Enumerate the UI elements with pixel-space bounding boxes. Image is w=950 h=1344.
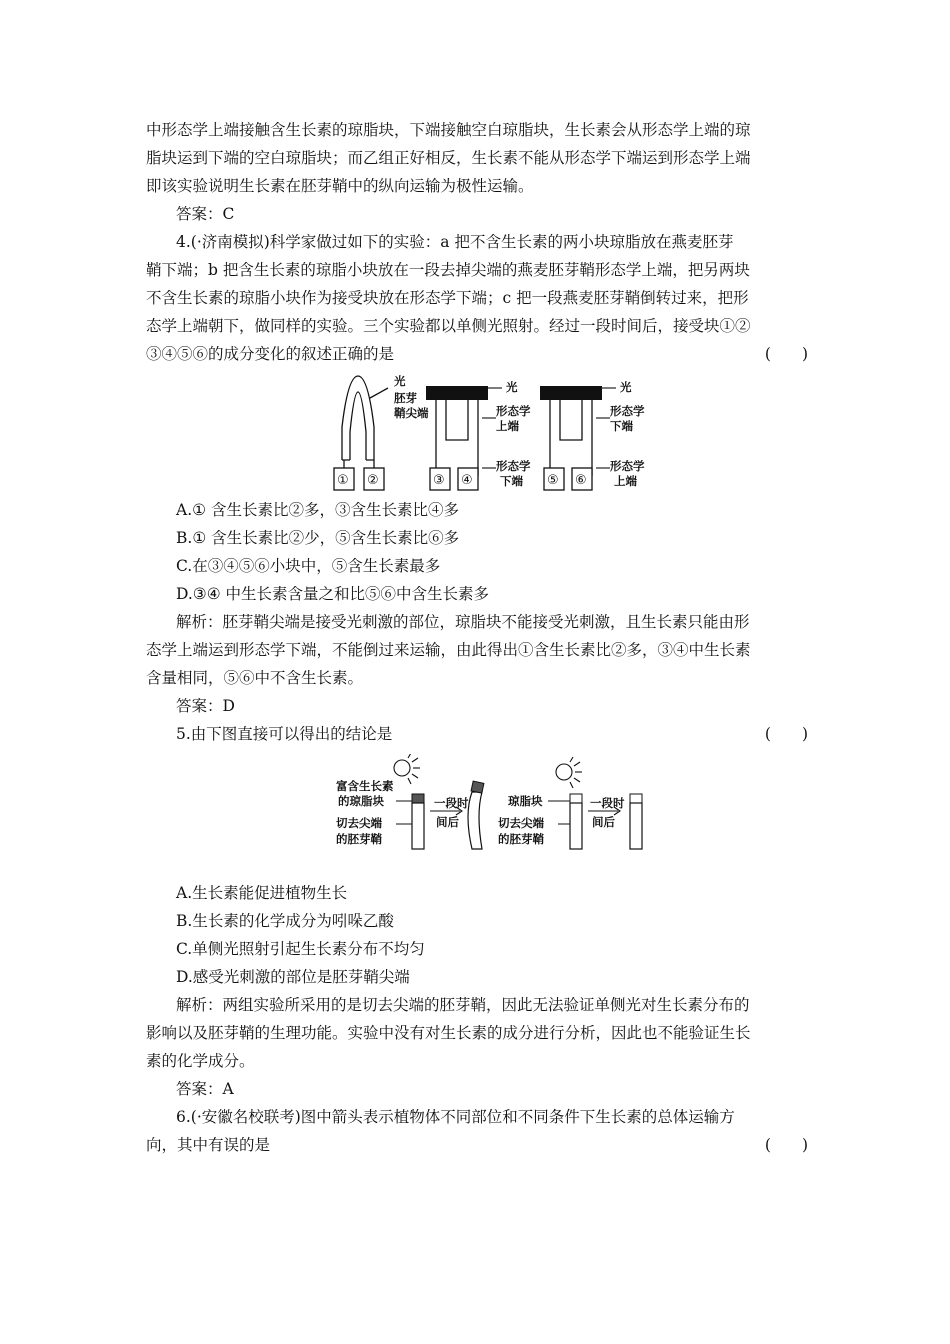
svg-text:的胚芽鞘: 的胚芽鞘 [498, 832, 544, 846]
svg-text:形态学: 形态学 [610, 459, 645, 473]
svg-text:形态学: 形态学 [610, 404, 645, 418]
text-line: 中形态学上端接触含生长素的琼脂块，下端接触空白琼脂块，生长素会从形态学上端的琼 [146, 121, 751, 139]
svg-text:切去尖端: 切去尖端 [498, 816, 544, 830]
figure-growth-experiment [332, 754, 652, 854]
coleoptile-tip-drawing [342, 376, 388, 460]
option-d: D.感受光刺激的部位是胚芽鞘尖端 [176, 968, 410, 986]
setup-b-drawing [426, 386, 502, 490]
svg-text:②: ② [367, 473, 379, 488]
block-4-label: ④ [461, 473, 473, 488]
answer-bracket: ( ) [764, 345, 808, 363]
text-line: 态学上端朝下，做同样的实验。三个实验都以单侧光照射。经过一段时间后，接受块①② [146, 317, 751, 335]
svg-text:一段时: 一段时 [434, 796, 469, 810]
answer-bracket: ( ) [764, 1136, 808, 1154]
svg-text:形态学: 形态学 [496, 404, 531, 418]
answer-line: 答案：D [176, 697, 235, 715]
svg-text:形态学: 形态学 [496, 459, 531, 473]
option-b: B.① 含生长素比②少，⑤含生长素比⑥多 [176, 529, 460, 547]
svg-text:富含生长素: 富含生长素 [336, 779, 394, 793]
block-3-label: ③ [433, 473, 445, 488]
text-line: 态学上端运到形态学下端，不能倒过来运输，由此得出①含生长素比②多，③④中生长素 [146, 641, 751, 659]
option-b: B.生长素的化学成分为吲哚乙酸 [176, 912, 394, 930]
analysis-line: 解析：两组实验所采用的是切去尖端的胚芽鞘，因此无法验证单侧光对生长素分布的 [176, 996, 750, 1014]
svg-text:切去尖端: 切去尖端 [336, 816, 382, 830]
question-line: 4.(·济南模拟)科学家做过如下的实验：a 把不含生长素的两小块琼脂放在燕麦胚芽 [176, 233, 734, 251]
question-line: 6.(·安徽名校联考)图中箭头表示植物体不同部位和不同条件下生长素的总体运输方 [176, 1108, 735, 1126]
text-line: 脂块运到下端的空白琼脂块；而乙组正好相反，生长素不能从形态学下端运到形态学上端 [146, 149, 751, 167]
text-line: 向，其中有误的是 [146, 1136, 271, 1154]
svg-text:鞘尖端: 鞘尖端 [394, 406, 429, 420]
svg-text:上端: 上端 [496, 419, 519, 433]
tip-label: 胚芽 [394, 391, 417, 405]
text-line: 影响以及胚芽鞘的生理功能。实验中没有对生长素的成分进行分析，因此也不能验证生长 [146, 1024, 751, 1042]
svg-text:光: 光 [506, 380, 518, 394]
text-line: 不含生长素的琼脂小块作为接受块放在形态学下端；c 把一段燕麦胚芽鞘倒转过来，把形 [146, 289, 749, 307]
text-line: 素的化学成分。 [146, 1052, 255, 1070]
svg-text:间后: 间后 [436, 815, 459, 829]
svg-text:的胚芽鞘: 的胚芽鞘 [336, 832, 382, 846]
receiver-block-1 [334, 468, 354, 490]
block-6-label: ⑥ [575, 473, 587, 488]
block-5-label: ⑤ [547, 473, 559, 488]
figure-agar-experiment [330, 372, 660, 496]
svg-text:琼脂块: 琼脂块 [508, 794, 543, 808]
answer-bracket: ( ) [764, 725, 808, 743]
option-a: A.生长素能促进植物生长 [176, 884, 348, 902]
svg-text:上端: 上端 [614, 474, 637, 488]
option-c: C.在③④⑤⑥小块中，⑤含生长素最多 [176, 557, 441, 575]
setup-c-drawing [540, 386, 616, 490]
analysis-line: 解析：胚芽鞘尖端是接受光刺激的部位，琼脂块不能接受光刺激，且生长素只能由形 [176, 613, 750, 631]
text-line: 含量相同，⑤⑥中不含生长素。 [146, 669, 364, 687]
light-label: 光 [394, 374, 406, 388]
text-line: 即该实验说明生长素在胚芽鞘中的纵向运输为极性运输。 [146, 177, 534, 195]
option-c: C.单侧光照射引起生长素分布不均匀 [176, 940, 425, 958]
sun-icon [394, 754, 420, 784]
svg-text:下端: 下端 [610, 419, 633, 433]
text-line: ③④⑤⑥的成分变化的叙述正确的是 [146, 345, 395, 363]
text-line: 鞘下端；b 把含生长素的琼脂小块放在一段去掉尖端的燕麦胚芽鞘形态学上端，把另两块 [146, 261, 750, 279]
svg-text:一段时: 一段时 [590, 796, 625, 810]
question-line: 5.由下图直接可以得出的结论是 [176, 725, 393, 743]
receiver-block-2 [364, 468, 384, 490]
svg-text:下端: 下端 [500, 474, 523, 488]
answer-line: 答案：C [176, 205, 235, 223]
option-d: D.③④ 中生长素含量之和比⑤⑥中含生长素多 [176, 585, 490, 603]
sun-icon [556, 757, 582, 788]
svg-text:间后: 间后 [592, 815, 615, 829]
svg-text:①: ① [337, 473, 349, 488]
svg-text:光: 光 [620, 380, 632, 394]
option-a: A.① 含生长素比②多，③含生长素比④多 [176, 501, 459, 519]
svg-text:的琼脂块: 的琼脂块 [338, 794, 384, 808]
answer-line: 答案：A [176, 1080, 234, 1098]
